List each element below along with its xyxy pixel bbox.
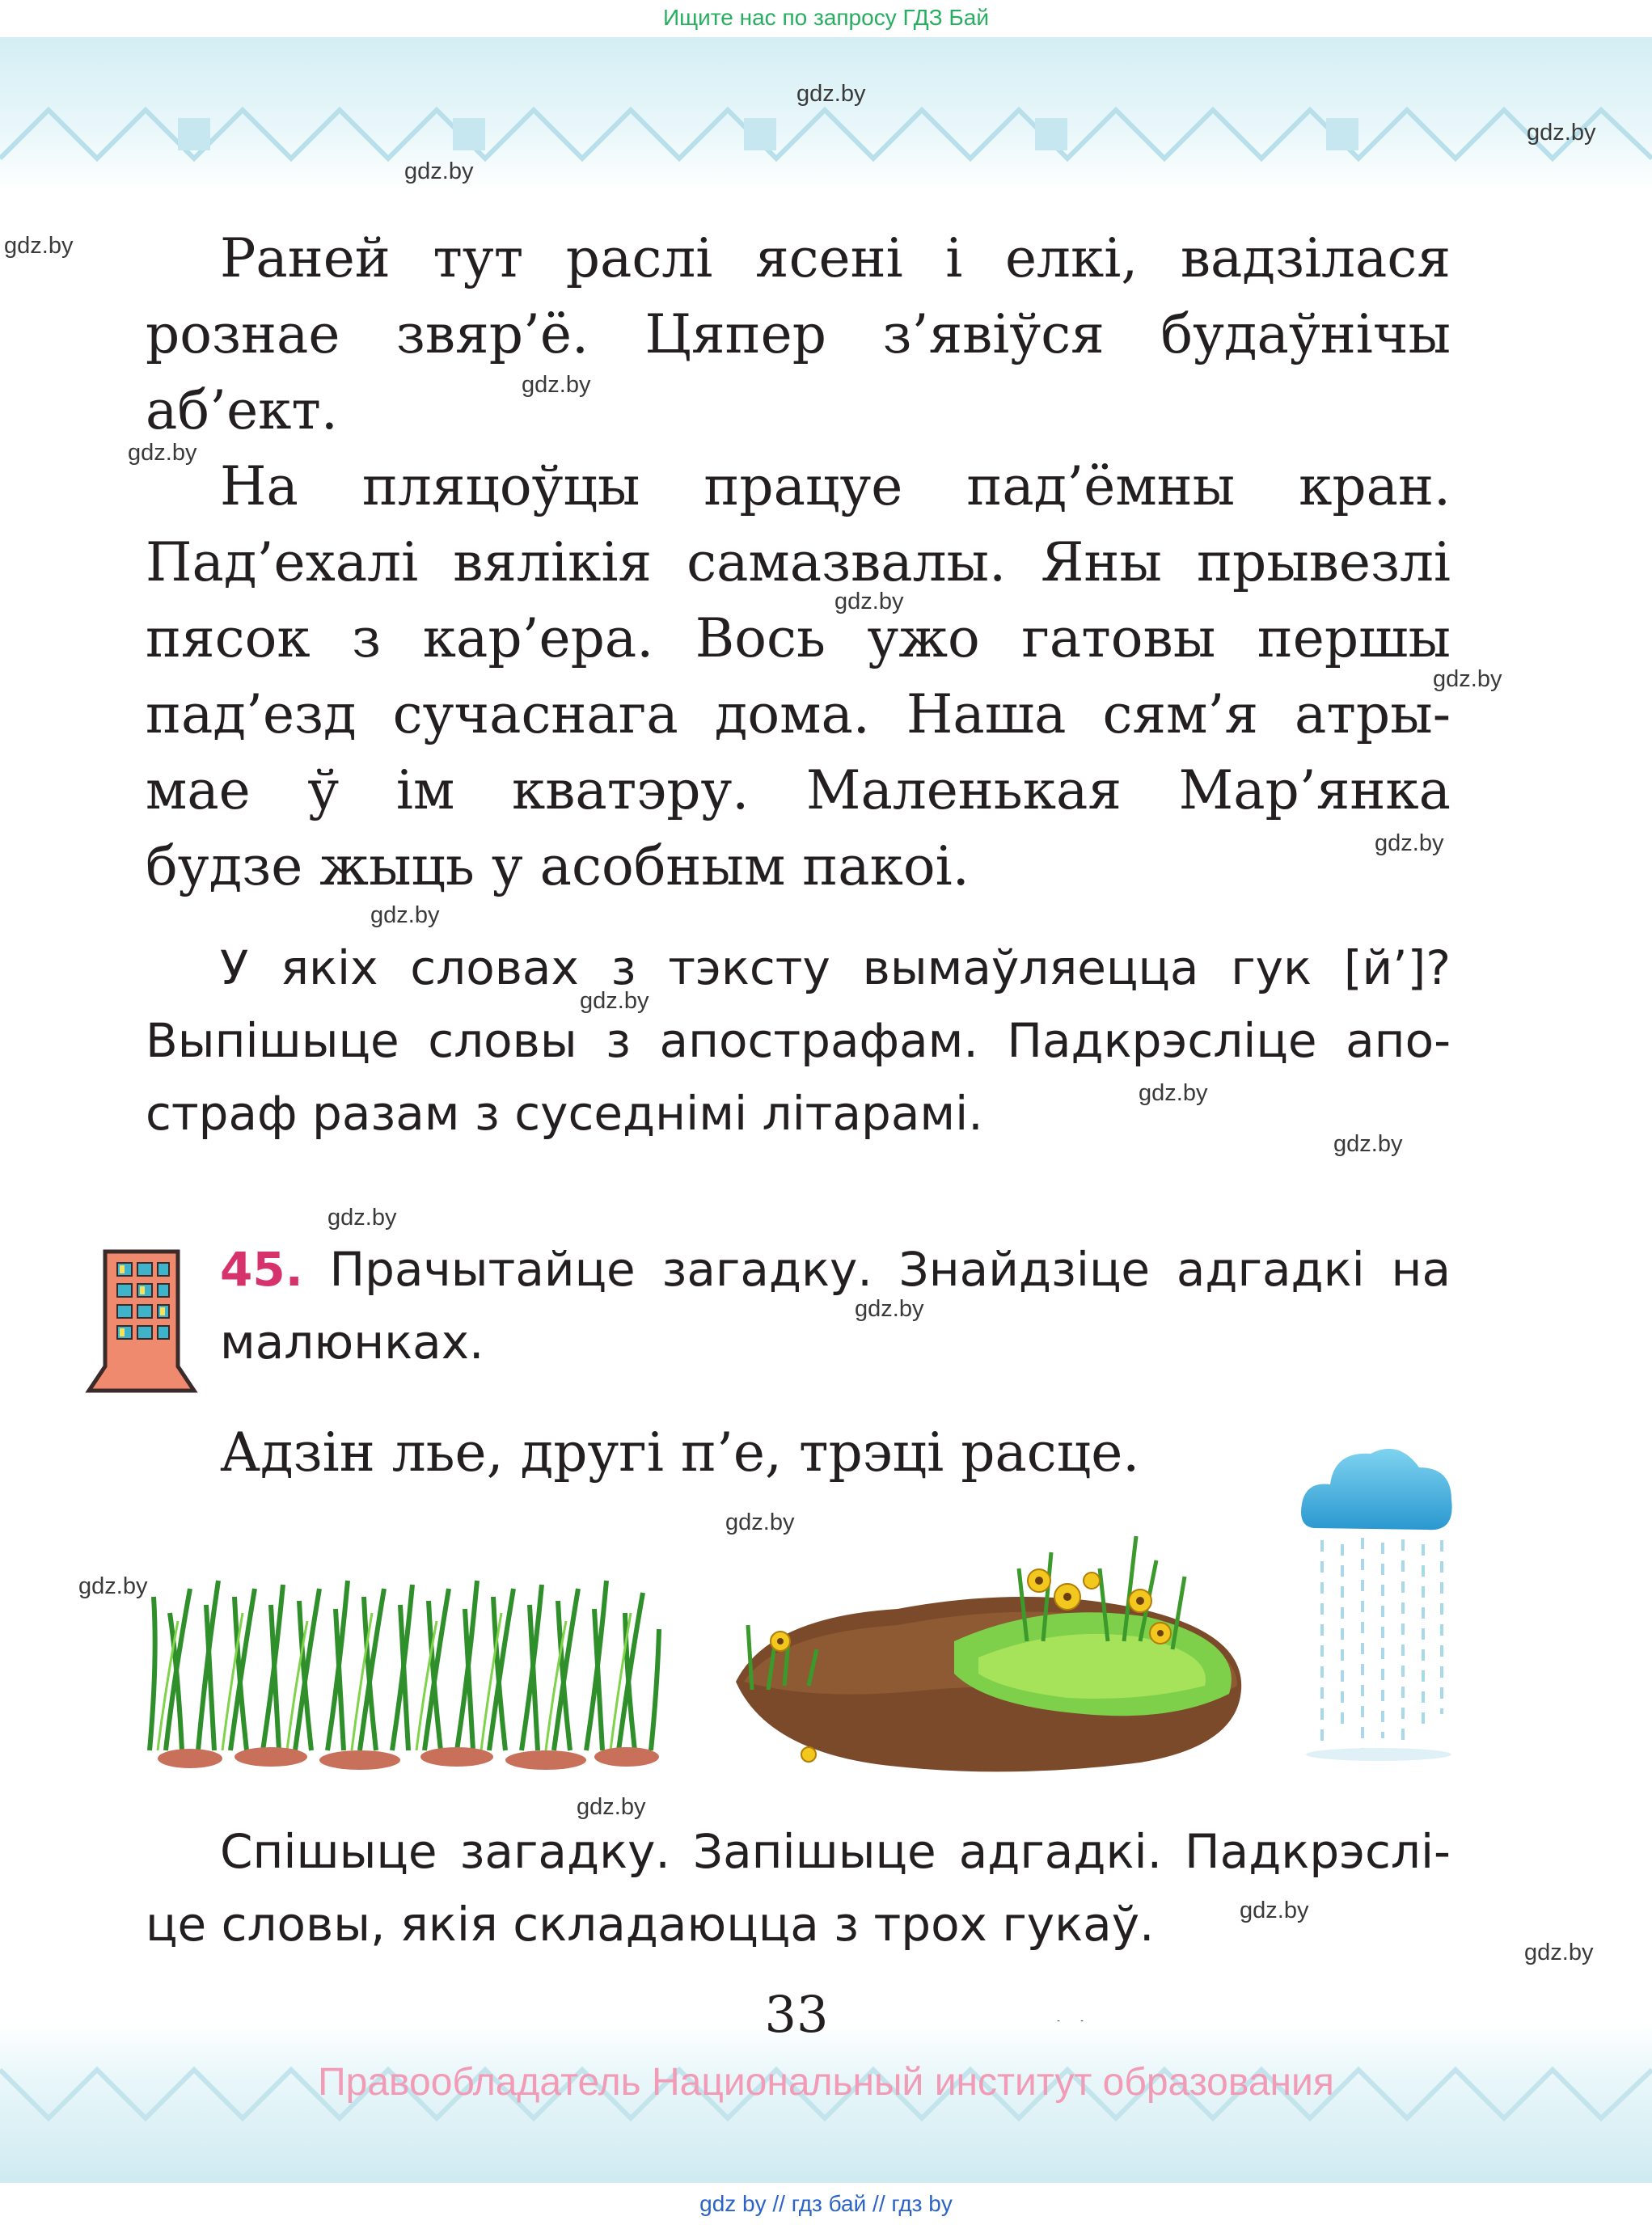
watermark: gdz.by — [1139, 1080, 1208, 1106]
watermark: gdz.by — [370, 902, 440, 928]
rain-cloud-illustration — [1298, 1431, 1456, 1763]
task-line: страф разам з суседнімі літарамі. — [146, 1086, 983, 1141]
text-line: аб’ект. — [146, 379, 338, 441]
exercise-text-cont: малюнках. — [220, 1315, 484, 1370]
watermark: gdz.by — [78, 1573, 148, 1599]
page-number: 33 — [764, 1985, 829, 2044]
ornament-band-top — [0, 37, 1652, 191]
watermark: gdz.by — [577, 1794, 646, 1820]
text-line: рознае звяр’ё. Цяпер з’явіўся будаўнічы — [146, 303, 1451, 365]
watermark: gdz.by — [1240, 1898, 1309, 1923]
watermark: gdz.by — [128, 440, 197, 466]
watermark: gdz.by — [834, 589, 904, 614]
grass-illustration — [142, 1564, 663, 1775]
task-line: У якіх словах з тэксту вымаўляецца гук [й’]? — [220, 940, 1451, 995]
exercise-number: 45. — [220, 1242, 303, 1297]
watermark: gdz.by — [855, 1296, 924, 1322]
text-line: Раней тут раслі ясені і елкі, вадзілася — [220, 227, 1451, 289]
text-line: пад’езд сучаснага дома. Наша сям’я атры- — [146, 683, 1451, 745]
ornament-pattern — [0, 37, 1652, 191]
bottom-links[interactable]: gdz by // гдз бай // гдз by — [0, 2183, 1652, 2225]
top-banner: Ищите нас по запросу ГДЗ Бай — [0, 0, 1652, 37]
watermark: gdz.by — [1433, 666, 1502, 692]
watermark: gdz.by — [404, 158, 474, 184]
watermark: gdz.by — [1524, 1940, 1594, 1965]
watermark: gdz.by — [1527, 120, 1596, 146]
watermark: gdz.by — [1375, 830, 1444, 856]
text-line: мае ў ім кватэру. Маленькая Мар’янка — [146, 759, 1451, 821]
watermark: gdz.by — [327, 1205, 397, 1231]
text-line: пясок з кар’ера. Вось ужо гатовы першы — [146, 607, 1451, 669]
soil-with-flowers-illustration — [720, 1520, 1253, 1779]
task-line: Выпішыце словы з апострафам. Падкрэсліце апо- — [146, 1013, 1451, 1068]
watermark: gdz.by — [522, 372, 591, 398]
rights-holder-text: Правообладатель Национальный институт образования — [318, 2061, 1334, 2104]
watermark: gdz.by — [796, 81, 866, 107]
watermark: gdz.by — [725, 1509, 795, 1535]
building-icon — [81, 1245, 202, 1399]
watermark: gdz.by — [1333, 1131, 1403, 1157]
exercise-heading — [220, 1233, 1451, 1306]
text-line: будзе жыць у асобным пакоі. — [146, 835, 970, 897]
riddle: Адзін лье, другі п’е, трэці расце. — [220, 1421, 1140, 1484]
text-line: На пляцоўцы працуе пад’ёмны кран. — [220, 455, 1451, 517]
watermark: gdz.by — [4, 233, 74, 259]
watermark: gdz.by — [580, 988, 649, 1014]
exercise-text: Прачытайце загадку. Знайдзіце адгадкі на — [329, 1242, 1451, 1297]
instruction-line: Спішыце загадку. Запішыце адгадкі. Падкрэслі- — [220, 1824, 1451, 1879]
instruction-line: це словы, якія складаюцца з трох гукаў. — [146, 1897, 1155, 1952]
text-line: Пад’ехалі вялікія самазвалы. Яны прывезлі — [146, 531, 1451, 593]
